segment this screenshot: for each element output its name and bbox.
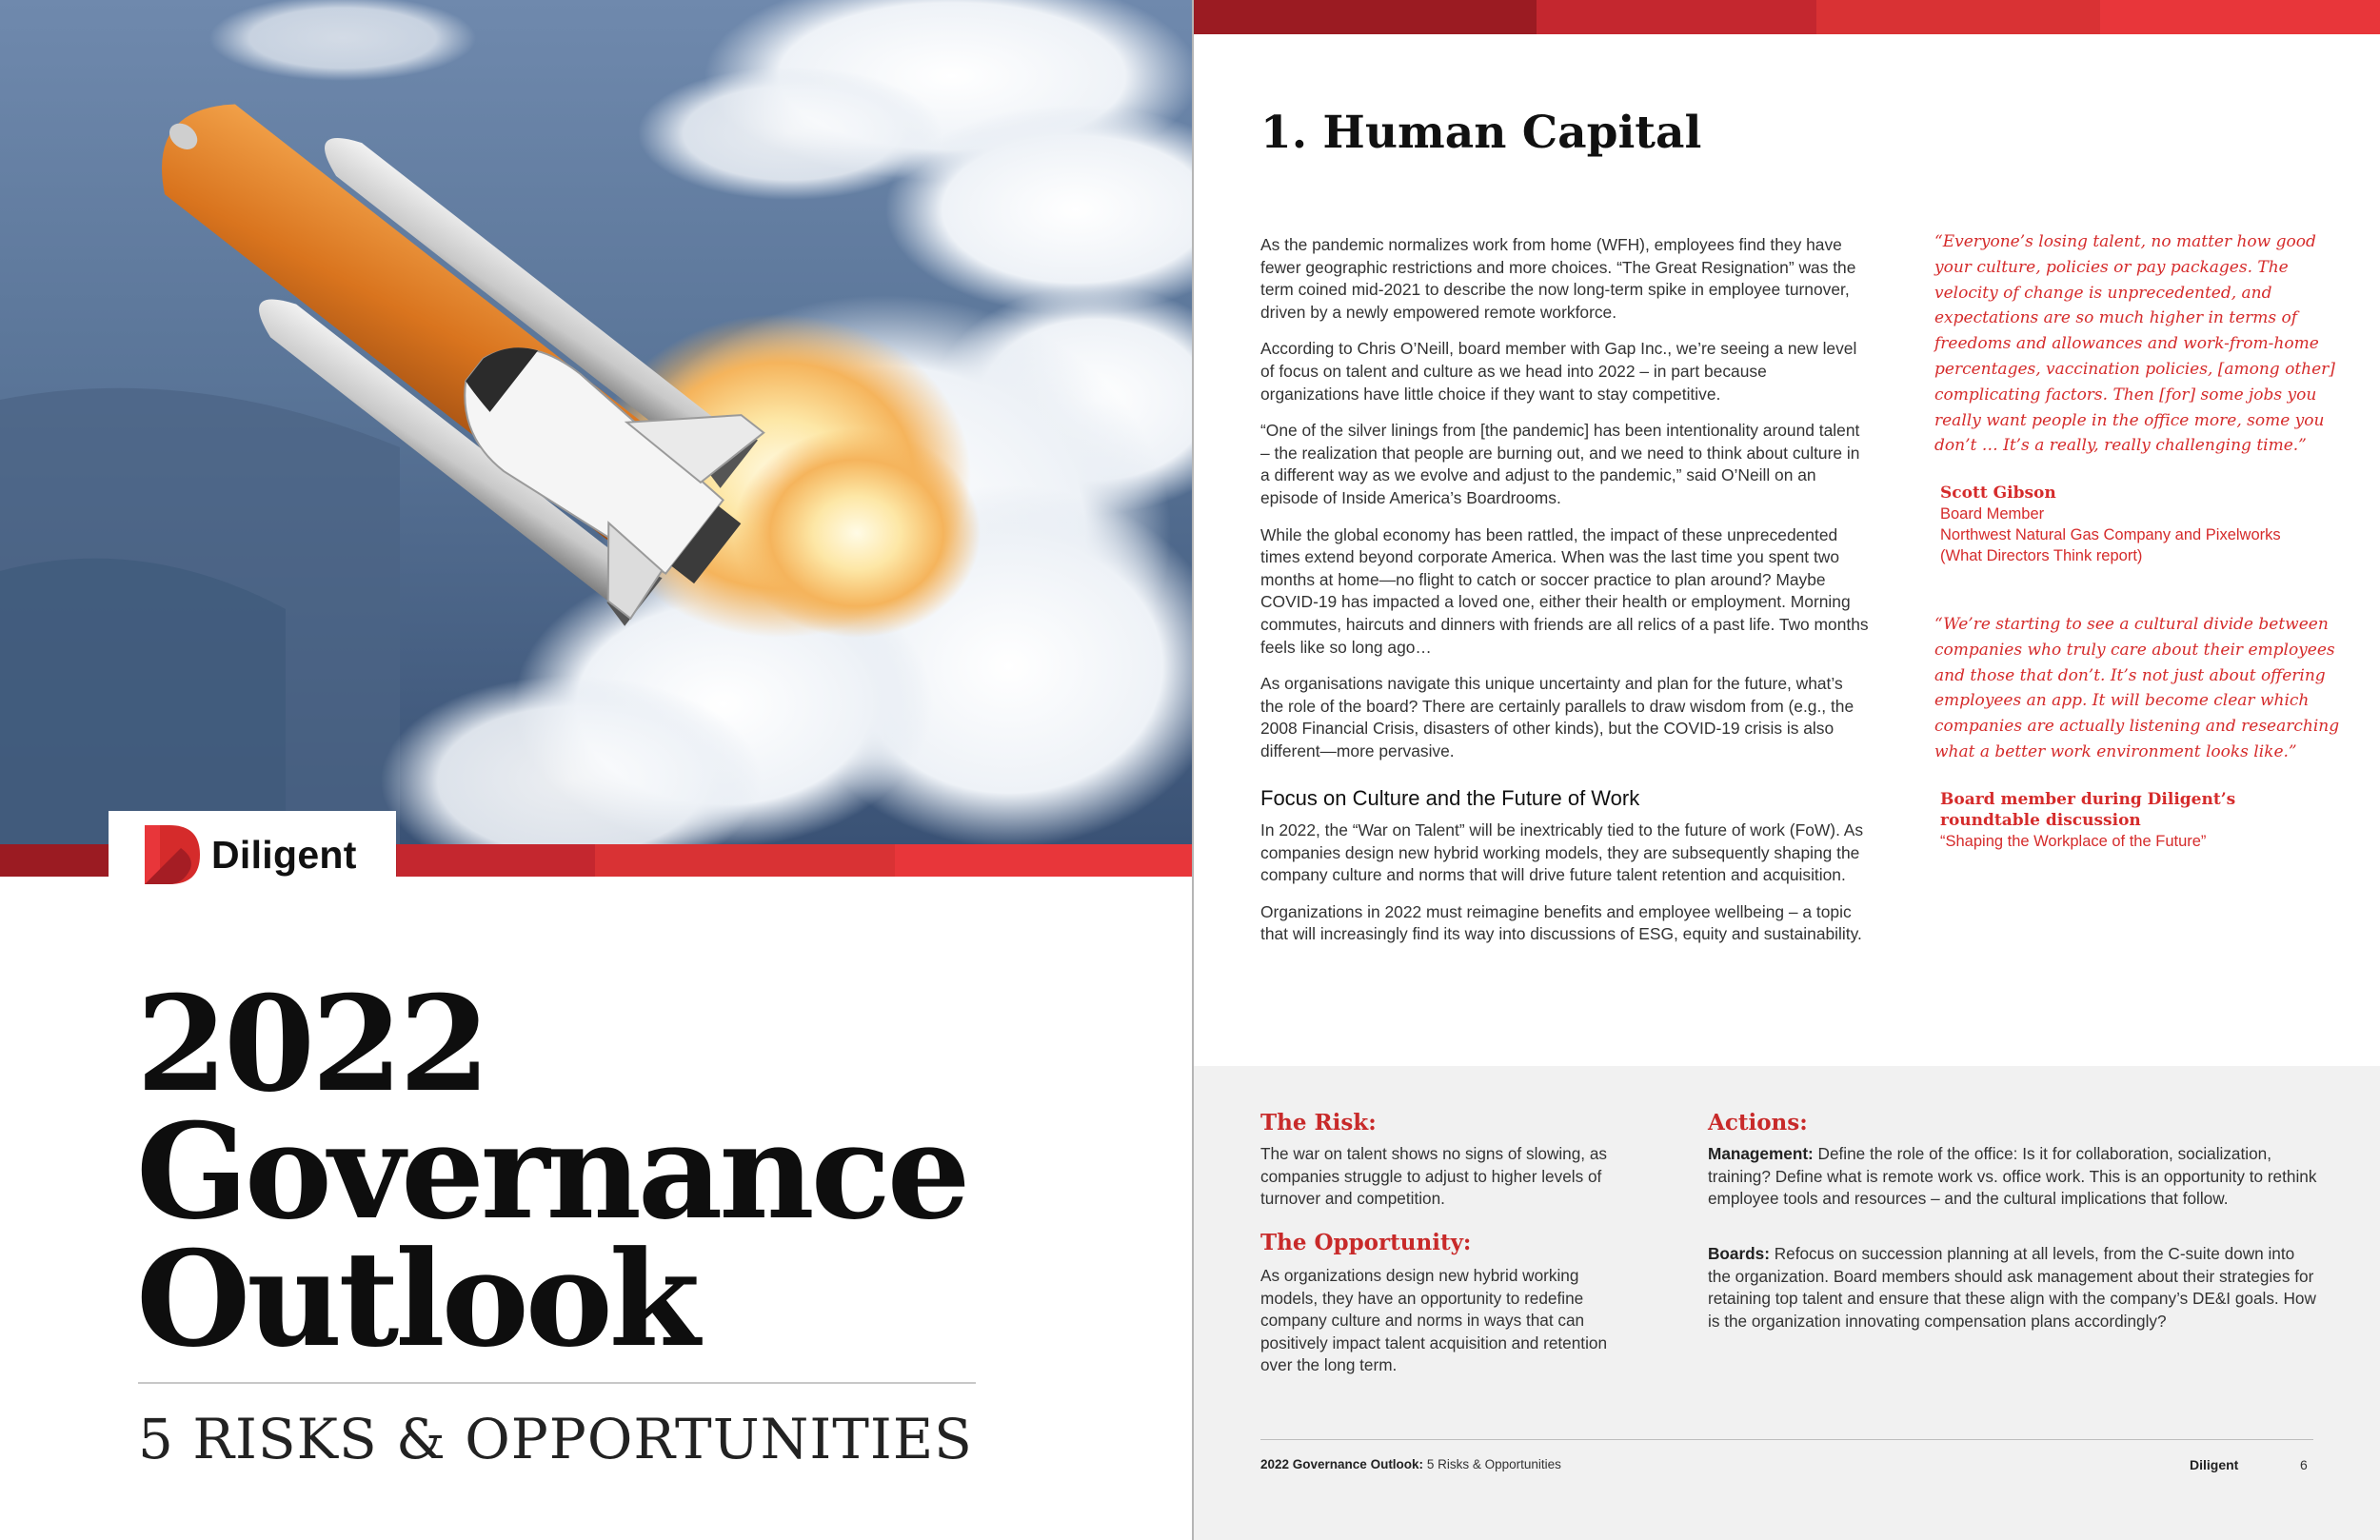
document-subtitle: 5 RISKS & OPPORTUNITIES [138,1407,973,1471]
space-shuttle-illustration [0,0,1192,844]
pull-quote: “We’re starting to see a cultural divide between companies who truly care about their employees and those that don’t. It’s not just about offering employees an app. It will become clear which companies are actually listening and researching what a better work environment looks like.” [1934,615,2340,761]
title-line-year: 2022 [136,966,487,1121]
page-number: 6 [2300,1457,2308,1472]
footer-brand: Diligent [2190,1457,2239,1472]
page-accent-bar [1194,0,2380,34]
body-paragraph: In 2022, the “War on Talent” will be inextricably tied to the future of work (FoW). As companies design new hybrid working models, they are subsequently shaping the company culture and norms that will drive future talent retention and acquisition. [1260,820,1864,885]
body-text-column [1260,234,1870,960]
body-paragraph: As organisations navigate this unique uncertainty and plan for the future, what’s the role of the board? There are certainly parallels to draw wisdom from (e.g., the 2008 Financial Crisis, disasters of other kinds), but the COVID-19 crisis is also different—more pervasive. [1260,674,1854,760]
footer-divider [1260,1439,2313,1440]
document-title [136,966,1088,1376]
section-title: 1. Human Capital [1260,107,1702,159]
body-paragraph: According to Chris O’Neill, board member with Gap Inc., we’re seeing a new level of focus on talent and culture as we head into 2022 – in part because organizations have little choice if they want to stay competitive. [1260,339,1857,404]
logo-wordmark: Diligent [211,832,357,877]
diligent-logo-icon [145,825,200,884]
boards-text: Refocus on succession planning at all levels, from the C-suite down into the organization. Board members should ask management about their strategies for retaining top talent and ensure that these align with the company’s DE&I goals. How is the organization innovating compensation plans accordingly? [1708,1244,2316,1331]
attribution-role: Board Member [1940,505,2045,523]
quote-attribution [1940,789,2340,852]
attribution-source: “Shaping the Workplace of the Future” [1940,833,2207,850]
footer-doc-title [1260,1457,1561,1471]
opportunity-heading: The Opportunity: [1260,1230,1472,1255]
boards-label: Boards: [1708,1244,1770,1263]
body-paragraph: “One of the silver linings from [the pandemic] has been intentionality around talent – the realization that people are burning out, and we need to think about culture in a different way as we evolve and adjust to the pandemic,” said O’Neill on an episode of Inside America’s Boardrooms. [1260,421,1860,507]
risk-text: The war on talent shows no signs of slowing, as companies struggle to adjust to higher levels of turnover and competition. [1260,1144,1607,1209]
title-line-governance: Governance [136,1094,967,1249]
boards-action [1708,1243,2317,1333]
title-divider [138,1382,976,1384]
body-paragraph: As the pandemic normalizes work from home (WFH), employees find they have fewer geographic restrictions and more choices. “The Great Resignation” was the term coined mid-2021 to describe the now long-term spike in employee turnover, driven by a newly empowered remote workforce. [1260,235,1856,322]
pull-quote: “Everyone’s losing talent, no matter how good your culture, policies or pay packages. The velocity of change is unprecedented, and expectations are so much higher in terms of freedoms and allowances and work-from-home percentages, vaccination policies, [among other] complicating factors. Then [for] some jobs you really want people in the office more, some you don’t … It’s a really, really challenging time.” [1934,232,2335,456]
management-action [1708,1143,2317,1211]
footer-subtitle: 5 Risks & Opportunities [1423,1457,1561,1471]
risk-heading: The Risk: [1260,1110,1377,1135]
diligent-logo [109,811,396,898]
management-text: Define the role of the office: Is it for collaboration, socialization, training? Define what is remote work vs. office work. This is an opportunity to rethink employee tools and resources – and the cultural implications that follow. [1708,1144,2317,1209]
management-label: Management: [1708,1144,1814,1163]
quote-attribution [1940,483,2340,566]
content-page [1194,0,2380,1540]
actions-heading: Actions: [1708,1110,1808,1135]
subsection-heading: Focus on Culture and the Future of Work [1260,786,1640,811]
attribution-name: Scott Gibson [1940,484,2056,503]
attribution-source: (What Directors Think report) [1940,547,2143,564]
footer-title: 2022 Governance Outlook: [1260,1457,1424,1471]
attribution-org: Northwest Natural Gas Company and Pixelworks [1940,526,2281,543]
attribution-name: Board member during Diligent’s roundtable discussion [1940,790,2236,830]
body-paragraph: Organizations in 2022 must reimagine benefits and employee wellbeing – a topic that will increasingly find its way into discussions of ESG, equity and sustainability. [1260,901,1862,944]
title-line-outlook: Outlook [136,1221,697,1376]
body-paragraph: While the global economy has been rattled, the impact of these unprecedented times extend beyond corporate America. When was the last time you spent two months at home—no flight to catch or soccer practice to plan around? Maybe COVID-19 has impacted a loved one, either their health or employment. Morning commutes, haircuts and dinners with friends are all relics of a past life. Two months feels like so long ago… [1260,524,1869,657]
hero-image [0,0,1192,844]
opportunity-text: As organizations design new hybrid working models, they have an opportunity to redefine company culture and norms in ways that can positively impact talent acquisition and retention over the long term. [1260,1266,1608,1375]
